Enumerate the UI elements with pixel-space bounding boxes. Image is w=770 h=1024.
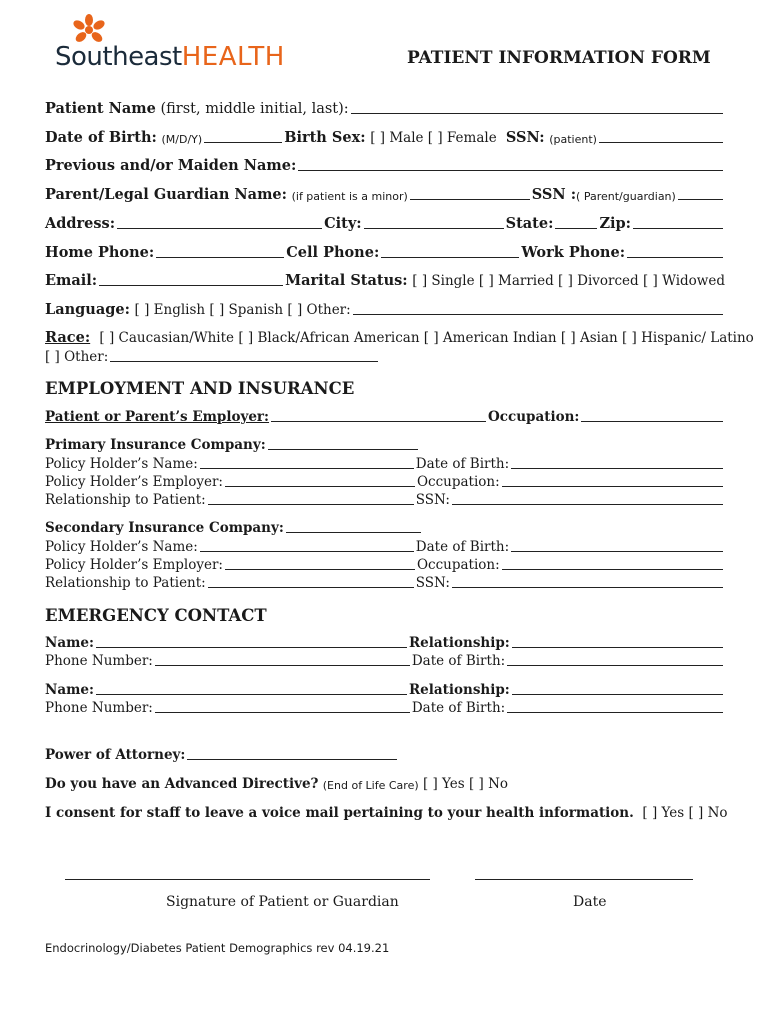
- patient-name-label: Patient Name: [45, 100, 156, 117]
- emergency1-name-label: Name:: [45, 635, 94, 651]
- poa-row: [45, 747, 725, 763]
- address-row: [45, 215, 725, 232]
- ssn-label: SSN:: [505, 129, 545, 146]
- guardian-ssn-hint: ( Parent/guardian): [576, 190, 676, 203]
- guardian-ssn-label: SSN :: [531, 186, 577, 203]
- emergency2-name-label: Name:: [45, 682, 94, 698]
- dob-label: Date of Birth:: [45, 129, 157, 146]
- employer-label: Patient or Parent’s Employer:: [45, 409, 270, 425]
- directive-options[interactable]: [ ] Yes [ ] No: [422, 776, 509, 792]
- zip-field[interactable]: [633, 228, 723, 229]
- primary-relationship-field[interactable]: [208, 504, 414, 505]
- home-phone-label: Home Phone:: [45, 244, 155, 261]
- language-label: Language:: [45, 301, 130, 318]
- secondary-holder-name-row: [45, 539, 725, 555]
- secondary-holder-name-label: Policy Holder’s Name:: [45, 539, 198, 555]
- emergency1-name-row: [45, 635, 725, 651]
- emergency2-phone-field[interactable]: [155, 712, 410, 713]
- work-phone-label: Work Phone:: [521, 244, 626, 261]
- secondary-holder-ssn-label: SSN:: [415, 575, 450, 591]
- home-phone-field[interactable]: [156, 257, 284, 258]
- footer-text: Endocrinology/Diabetes Patient Demographics rev 04.19.21: [45, 941, 390, 955]
- state-field[interactable]: [555, 228, 597, 229]
- logo-text: [55, 42, 285, 72]
- poa-field[interactable]: [187, 759, 397, 760]
- race-other-row: [45, 349, 725, 365]
- cell-phone-field[interactable]: [381, 257, 519, 258]
- race-options[interactable]: [ ] Caucasian/White [ ] Black/African American [ ] American Indian [ ] Asian [ ] Hispanic/ Latino: [99, 330, 754, 346]
- secondary-holder-name-field[interactable]: [200, 551, 414, 552]
- patient-name-hint: (first, middle initial, last):: [160, 101, 349, 117]
- primary-insurance-field[interactable]: [268, 449, 418, 450]
- dob-hint: (M/D/Y): [161, 133, 203, 146]
- consent-options[interactable]: [ ] Yes [ ] No: [642, 805, 728, 821]
- primary-holder-employer-field[interactable]: [225, 486, 415, 487]
- guardian-hint: (if patient is a minor): [291, 190, 408, 203]
- primary-holder-employer-label: Policy Holder’s Employer:: [45, 474, 223, 490]
- email-row: [45, 272, 725, 289]
- address-label: Address:: [45, 215, 116, 232]
- emergency1-relationship-field[interactable]: [512, 647, 723, 648]
- guardian-name-field[interactable]: [410, 199, 530, 200]
- employer-occupation-field[interactable]: [581, 421, 723, 422]
- emergency2-relationship-field[interactable]: [512, 694, 723, 695]
- emergency1-dob-field[interactable]: [507, 665, 723, 666]
- race-label: Race:: [45, 329, 91, 346]
- primary-holder-occupation-field[interactable]: [502, 486, 723, 487]
- poa-label: Power of Attorney:: [45, 747, 186, 763]
- dob-row: [45, 129, 725, 146]
- work-phone-field[interactable]: [627, 257, 723, 258]
- race-row: [45, 329, 754, 346]
- race-other-field[interactable]: [110, 361, 378, 362]
- primary-holder-dob-label: Date of Birth:: [415, 456, 510, 472]
- primary-holder-employer-row: [45, 474, 725, 490]
- directive-hint: (End of Life Care): [322, 779, 419, 792]
- secondary-holder-employer-field[interactable]: [225, 569, 415, 570]
- emergency2-phone-label: Phone Number:: [45, 700, 153, 716]
- primary-holder-name-row: [45, 456, 725, 472]
- consent-label: I consent for staff to leave a voice mail pertaining to your health information.: [45, 805, 634, 821]
- consent-row: [45, 805, 728, 821]
- primary-holder-dob-field[interactable]: [511, 468, 723, 469]
- employer-row: [45, 409, 725, 425]
- secondary-holder-ssn-field[interactable]: [452, 587, 723, 588]
- primary-holder-name-field[interactable]: [200, 468, 414, 469]
- birth-sex-label: Birth Sex:: [284, 129, 366, 146]
- secondary-holder-dob-field[interactable]: [511, 551, 723, 552]
- guardian-row: [45, 186, 725, 203]
- secondary-holder-occupation-field[interactable]: [502, 569, 723, 570]
- marital-status-options[interactable]: [ ] Single [ ] Married [ ] Divorced [ ] Widowed: [412, 273, 725, 289]
- emergency2-relationship-label: Relationship:: [408, 682, 510, 698]
- secondary-relationship-label: Relationship to Patient:: [45, 575, 206, 591]
- secondary-relationship-row: [45, 575, 725, 591]
- birth-sex-options[interactable]: [ ] Male [ ] Female: [370, 130, 497, 146]
- emergency2-name-field[interactable]: [96, 694, 407, 695]
- employer-occupation-label: Occupation:: [488, 409, 580, 425]
- emergency1-phone-label: Phone Number:: [45, 653, 153, 669]
- emergency2-dob-field[interactable]: [507, 712, 723, 713]
- primary-relationship-row: [45, 492, 725, 508]
- primary-holder-name-label: Policy Holder’s Name:: [45, 456, 198, 472]
- emergency1-dob-label: Date of Birth:: [411, 653, 506, 669]
- date-label: Date: [573, 894, 607, 910]
- secondary-holder-employer-row: [45, 557, 725, 573]
- ssn-hint: (patient): [549, 133, 597, 146]
- language-other-field[interactable]: [353, 314, 723, 315]
- date-line[interactable]: [475, 879, 693, 880]
- city-field[interactable]: [364, 228, 504, 229]
- signature-line[interactable]: [65, 879, 430, 880]
- patient-name-row: [45, 100, 725, 117]
- patient-name-field[interactable]: [351, 113, 723, 114]
- emergency2-dob-label: Date of Birth:: [411, 700, 506, 716]
- emergency2-name-row: [45, 682, 725, 698]
- state-label: State:: [505, 215, 554, 232]
- logo-word-southeast: Southeast: [55, 42, 182, 72]
- primary-relationship-label: Relationship to Patient:: [45, 492, 206, 508]
- language-options[interactable]: [ ] English [ ] Spanish [ ] Other:: [134, 302, 351, 318]
- directive-row: [45, 776, 725, 792]
- language-row: [45, 301, 725, 318]
- emergency1-phone-field[interactable]: [155, 665, 410, 666]
- logo-word-health: HEALTH: [181, 42, 285, 72]
- maiden-name-field[interactable]: [298, 170, 723, 171]
- emergency1-relationship-label: Relationship:: [408, 635, 510, 651]
- address-field[interactable]: [117, 228, 322, 229]
- guardian-label: Parent/Legal Guardian Name:: [45, 186, 287, 203]
- maiden-name-row: [45, 157, 725, 174]
- primary-holder-occupation-label: Occupation:: [416, 474, 500, 490]
- ssn-field[interactable]: [599, 142, 723, 143]
- phone-row: [45, 244, 725, 261]
- race-other-label[interactable]: [ ] Other:: [45, 349, 109, 365]
- dob-field[interactable]: [204, 142, 282, 143]
- guardian-ssn-field[interactable]: [678, 199, 723, 200]
- page-title: PATIENT INFORMATION FORM: [407, 48, 711, 68]
- city-label: City:: [324, 215, 362, 232]
- marital-status-label: Marital Status:: [285, 272, 408, 289]
- primary-insurance-label: Primary Insurance Company:: [45, 437, 266, 453]
- secondary-holder-dob-label: Date of Birth:: [415, 539, 510, 555]
- primary-insurance-row: [45, 437, 725, 453]
- emergency-heading: EMERGENCY CONTACT: [45, 606, 267, 625]
- cell-phone-label: Cell Phone:: [286, 244, 380, 261]
- secondary-relationship-field[interactable]: [208, 587, 414, 588]
- primary-holder-ssn-field[interactable]: [452, 504, 723, 505]
- directive-label: Do you have an Advanced Directive?: [45, 776, 319, 792]
- maiden-name-label: Previous and/or Maiden Name:: [45, 157, 297, 174]
- emergency1-phone-row: [45, 653, 725, 669]
- employment-heading: EMPLOYMENT AND INSURANCE: [45, 379, 355, 398]
- secondary-insurance-field[interactable]: [286, 532, 421, 533]
- email-field[interactable]: [99, 285, 283, 286]
- employer-field[interactable]: [271, 421, 486, 422]
- secondary-insurance-label: Secondary Insurance Company:: [45, 520, 284, 536]
- emergency2-phone-row: [45, 700, 725, 716]
- secondary-insurance-row: [45, 520, 725, 536]
- primary-holder-ssn-label: SSN:: [415, 492, 450, 508]
- email-label: Email:: [45, 272, 98, 289]
- secondary-holder-employer-label: Policy Holder’s Employer:: [45, 557, 223, 573]
- secondary-holder-occupation-label: Occupation:: [416, 557, 500, 573]
- emergency1-name-field[interactable]: [96, 647, 407, 648]
- signature-label: Signature of Patient or Guardian: [166, 894, 399, 910]
- zip-label: Zip:: [599, 215, 632, 232]
